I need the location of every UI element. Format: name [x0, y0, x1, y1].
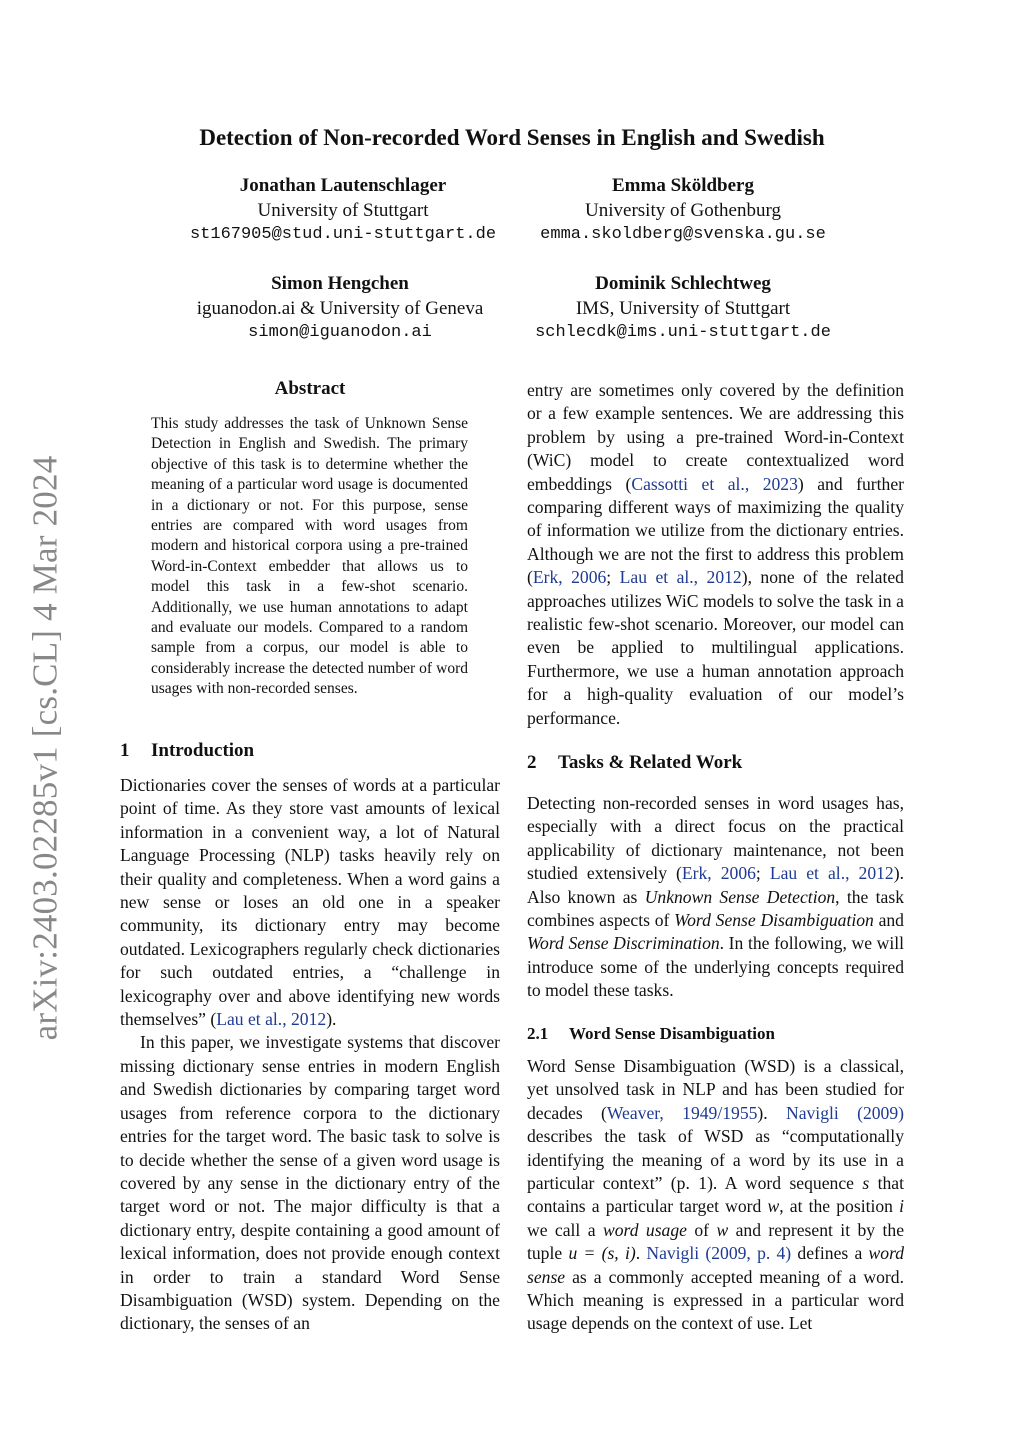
section-title: Introduction [151, 740, 255, 761]
author-affiliation: IMS, University of Stuttgart [575, 297, 791, 319]
citation-link[interactable]: Lau et al., 2012 [769, 863, 894, 884]
intro-paragraph-1: Dictionaries cover the senses of words at a particular point of time. As they store vast amounts of lexical information in a convenient way, a lot of Natural Language Processing (NLP) tasks heavily rely on their quality and completeness. When a word gains a new sense or loses an old one in a speaker community, its dictionary entry may become outdated. Lexicographers regularly check dictionaries for such outdated entries, a “challenge in lexicography over and above identifying new words themselves” (Lau et al., 2012). [120, 775, 500, 1030]
section-number: 2 [527, 752, 537, 773]
citation-link[interactable]: Navigli (2009) [786, 1102, 904, 1123]
author-name: Simon Hengchen [271, 273, 409, 294]
intro-paragraph-2: In this paper, we investigate systems that discover missing dictionary sense entries in modern English and Swedish dictionaries by comparing target word usages from reference corpora to the dictionary entries for the target word. The basic task to solve is to decide whether the sense of a given word usage is covered by any sense in the dictionary entry of the target word or not. The major difficulty is that a dictionary entry, despite containing a good amount of lexical information, does not provide enough context in order to train a standard Word Sense Disambiguation (WSD) system. Depending on the dictionary, the senses of an [120, 1032, 500, 1334]
citation-link[interactable]: Weaver, 1949/1955 [606, 1102, 758, 1123]
author-email: st167905@stud.uni-stuttgart.de [189, 225, 497, 244]
author-affiliation: iguanodon.ai & University of Geneva [196, 297, 484, 319]
author-email: schlecdk@ims.uni-stuttgart.de [535, 323, 831, 342]
citation-link[interactable]: Erk, 2006 [681, 863, 756, 884]
author-block-4 [463, 272, 903, 346]
author-email: emma.skoldberg@svenska.gu.se [540, 225, 826, 244]
citation-link[interactable]: Lau et al., 2012 [619, 567, 742, 588]
section-number: 1 [120, 740, 130, 761]
section-heading-related-work [527, 752, 742, 774]
intro-paragraph-3: entry are sometimes only covered by the definition or a few example sentences. We are addressing this problem by using a pre-trained Word-in-Context (WiC) model to create contextualized word embeddings (Cassotti et al., 2023) and further comparing different ways of maximizing the quality of information we utilize from the dictionary entries. Although we are not the first to address this problem (Erk, 2006; Lau et al., 2012), none of the related approaches utilizes WiC models to solve the task in a realistic few-shot scenario. Moreover, our model can even be applied to multilingual applications. Furthermore, we use a human annotation approach for a high-quality evaluation of our model’s performance. [527, 380, 904, 728]
author-affiliation: University of Gothenburg [585, 199, 781, 221]
citation-link[interactable]: Lau et al., 2012 [216, 1009, 327, 1030]
subsection-number: 2.1 [527, 1024, 549, 1043]
abstract-heading: Abstract [274, 378, 346, 399]
author-affiliation: University of Stuttgart [257, 199, 429, 221]
right-column-intro-continued [527, 379, 904, 730]
section-heading-introduction [120, 740, 254, 762]
subsection-title: Word Sense Disambiguation [569, 1024, 775, 1043]
wsd-paragraph-1: Word Sense Disambiguation (WSD) is a classical, yet unsolved task in NLP and has been studied for decades (Weaver, 1949/1955). Navigli (2009) describes the task of WSD as “computationally identifying the meaning of a word by its use in a particular context” (p. 1). A word sequence s that contains a particular target word w, at the position i we call a word usage of w and represent it by the tuple u = (s, i). Navigli (2009, p. 4) defines a word sense as a commonly accepted meaning of a word. Which meaning is expressed in a particular word usage depends on the context of use. Let [527, 1056, 905, 1334]
author-block-2 [463, 174, 903, 248]
citation-link[interactable]: Erk, 2006 [532, 567, 607, 588]
paper-title: Detection of Non-recorded Word Senses in English and Swedish [199, 125, 825, 150]
author-name: Emma Sköldberg [612, 175, 754, 196]
subsection-heading-wsd [527, 1024, 775, 1044]
left-column-body [120, 774, 500, 1336]
abstract-text: This study addresses the task of Unknown Sense Detection in English and Swedish. The primary objective of this task is to determine whether the meaning of a particular word usage is documented in a dictionary or not. For this purpose, sense entries are compared with word usages from modern and historical corpora using a pre-trained Word-in-Context embedder that allows us to model this task in a few-shot scenario. Additionally, we use human annotations to adapt and evaluate our models. Compared to a random sample from a corpus, our model is able to considerably increase the detected number of word usages with non-recorded senses. [151, 415, 468, 698]
author-email: simon@iguanodon.ai [248, 323, 432, 342]
related-work-body [527, 792, 904, 1003]
arxiv-side-stamp [8, 455, 83, 1040]
related-paragraph-1: Detecting non-recorded senses in word usages has, especially with a direct focus on the practical applicability of dictionary maintenance, not been studied extensively (Erk, 2006; Lau et al., 2012). Also known as Unknown Sense Detection, the task combines aspects of Word Sense Disambiguation and Word Sense Discrimination. In the following, we will introduce some of the underlying concepts required to model these tasks. [527, 793, 905, 1001]
arxiv-id: arXiv:2403.02285v1 [cs.CL] 4 Mar 2024 [25, 455, 65, 1040]
author-name: Jonathan Lautenschlager [239, 175, 447, 196]
author-name: Dominik Schlechtweg [595, 273, 771, 294]
section-title: Tasks & Related Work [558, 752, 743, 773]
citation-link[interactable]: Navigli (2009, p. 4) [646, 1243, 792, 1264]
citation-link[interactable]: Cassotti et al., 2023 [631, 473, 798, 494]
wsd-body [527, 1055, 904, 1336]
